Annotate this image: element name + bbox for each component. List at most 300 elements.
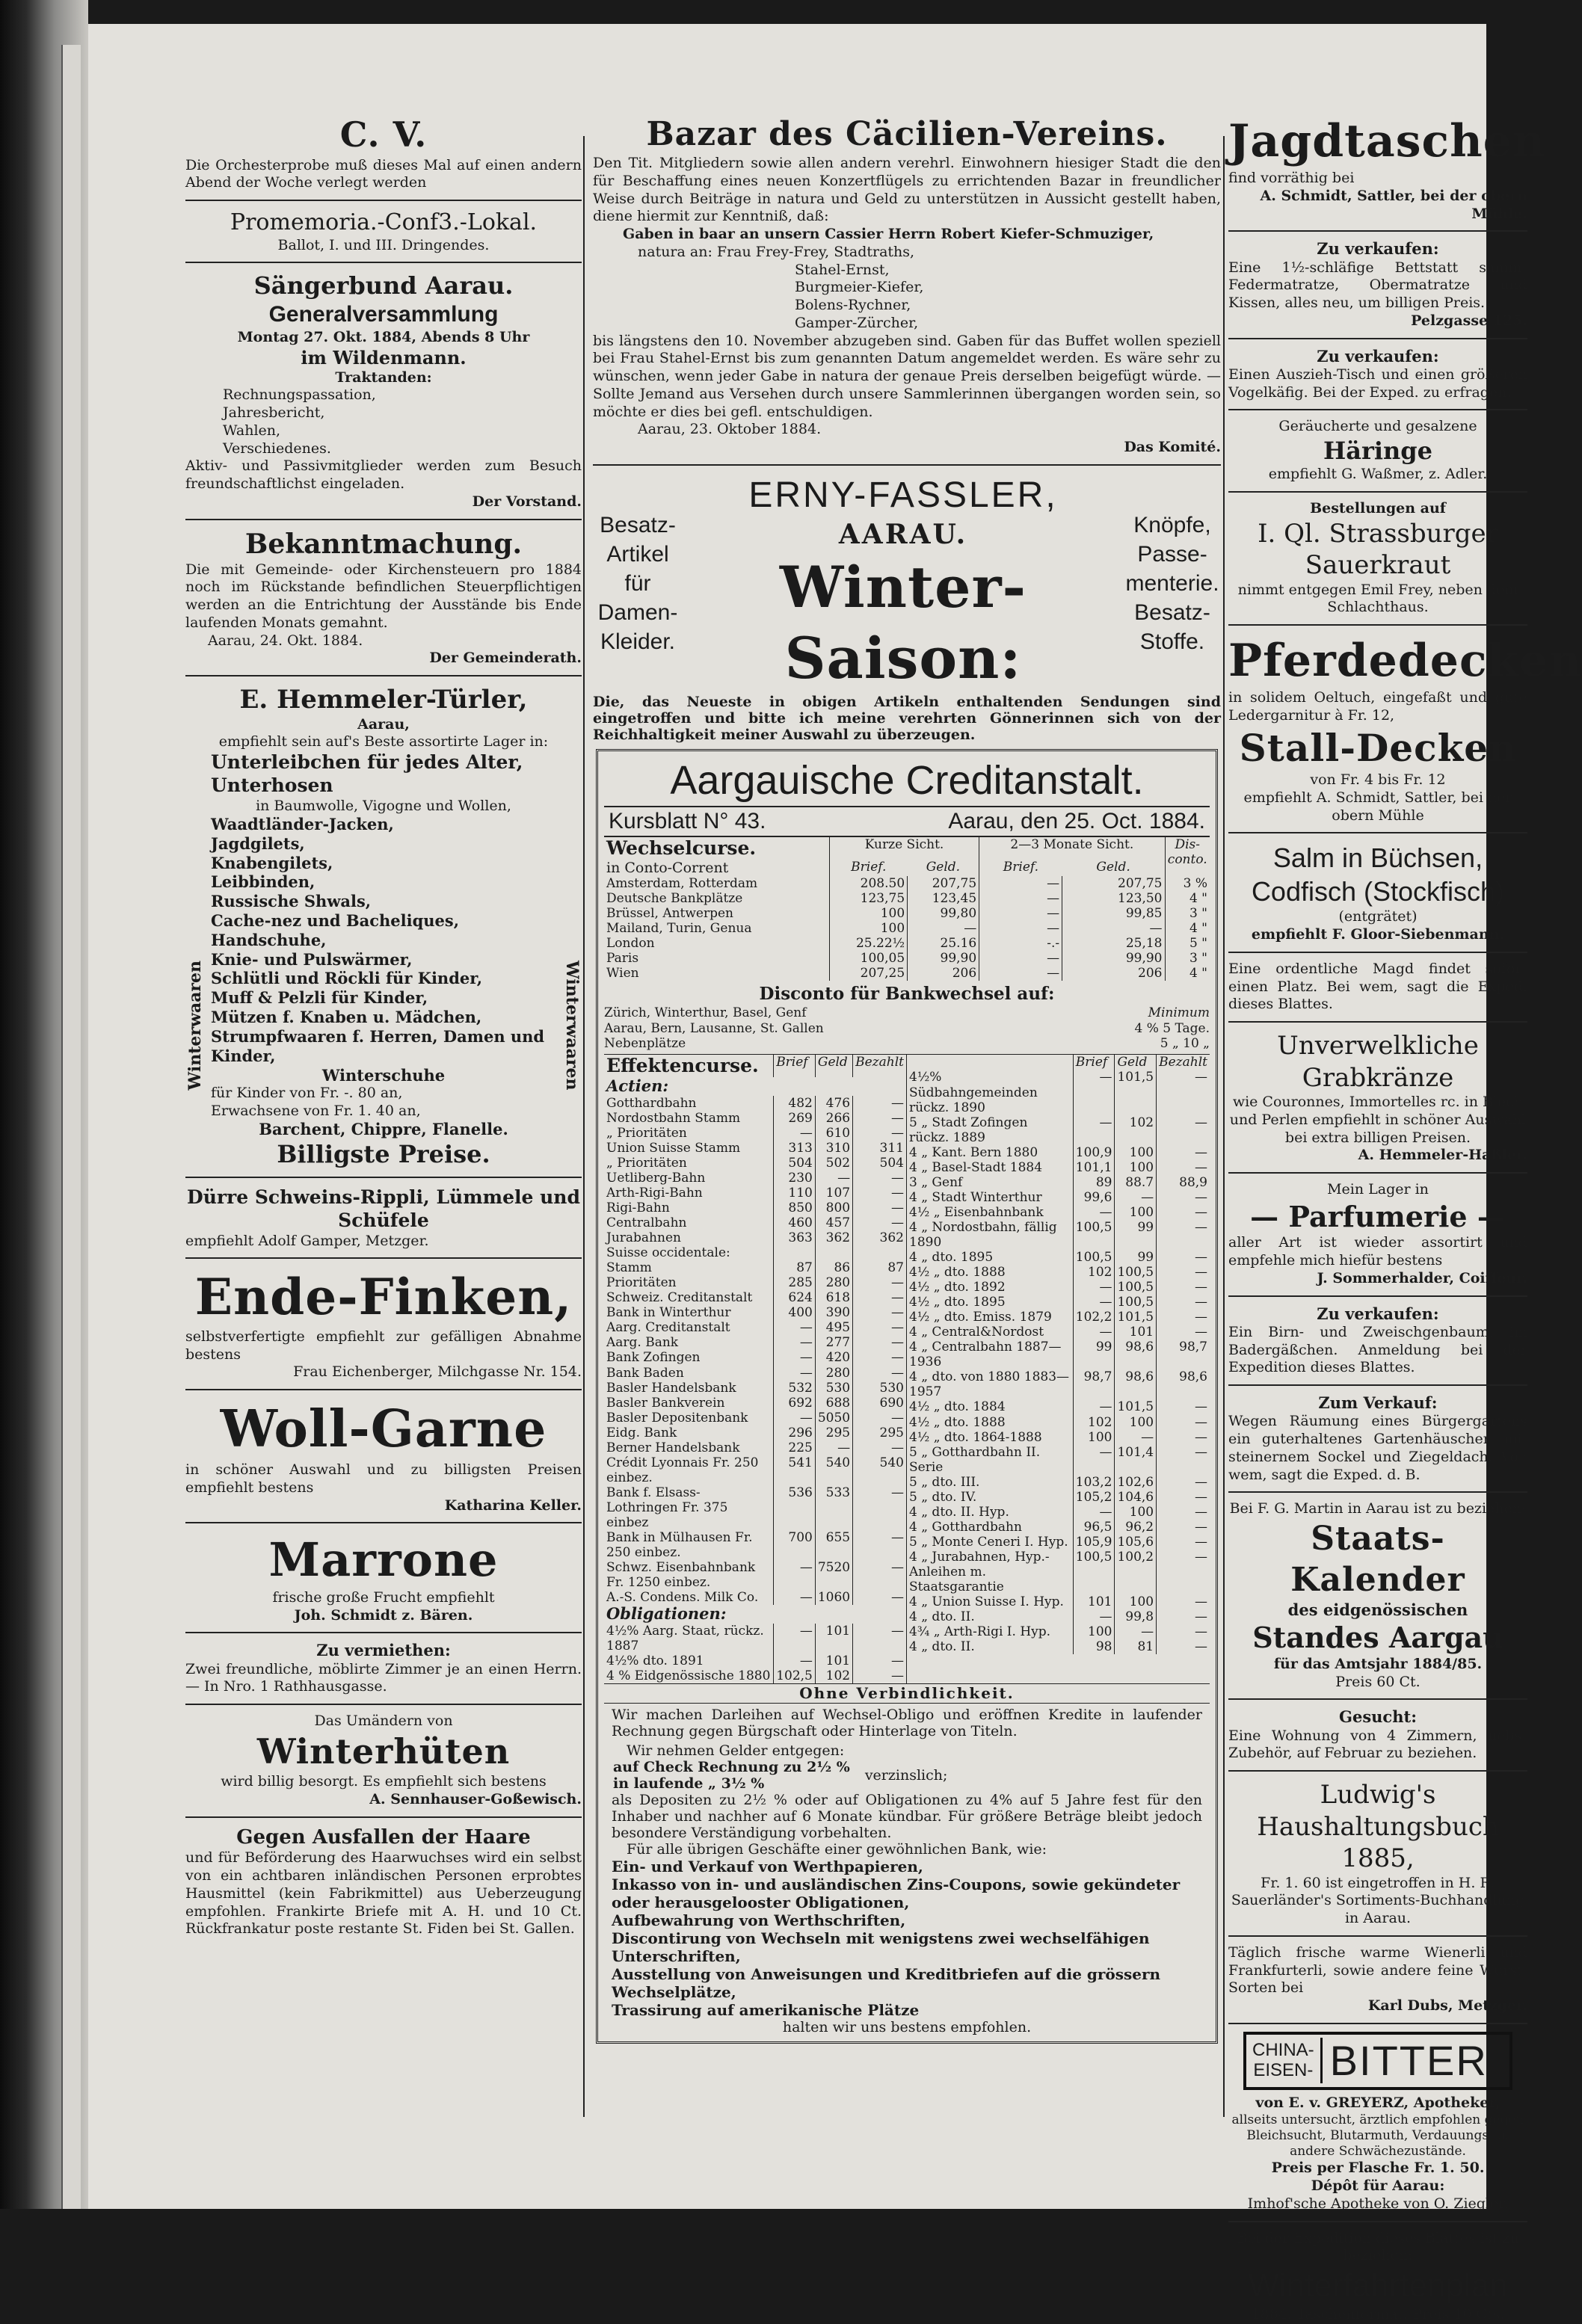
effekt-right-row	[907, 1295, 1210, 1310]
saengerbund-notice	[185, 271, 582, 511]
effekt-row-value: 280	[815, 1275, 852, 1290]
hem-item: Schlütli und Röckli für Kinder,	[211, 969, 483, 988]
kursblatt: Kursblatt N° 43.	[609, 809, 766, 834]
hem-item: Mützen f. Knaben u. Mädchen,	[211, 1008, 482, 1027]
effekt-row-value: 420	[815, 1350, 852, 1365]
china-line: EISEN-	[1253, 2059, 1314, 2080]
effekt-right-row-label: 4 „ Union Suisse I. Hyp.	[909, 1594, 1064, 1610]
halten-text: halten wir uns bestens empfohlen.	[782, 2019, 1032, 2036]
effekt-row	[604, 1245, 906, 1260]
effekt-right-row	[907, 1280, 1210, 1295]
gaben-item: Bolens-Rychner,	[795, 297, 911, 313]
oblig-row	[604, 1653, 906, 1668]
effekt-row	[604, 1560, 906, 1590]
effekt-right-row-value: —	[1157, 1250, 1210, 1265]
effekt-right-row-value: 101	[1115, 1325, 1157, 1340]
effekt-right-row-value: —	[1073, 1609, 1115, 1624]
china-logo-box	[1243, 2032, 1512, 2090]
marrone-title: Marrone	[268, 1532, 499, 1588]
erny-right-line: Besatz-	[1134, 600, 1210, 625]
effekt-right-row-value: 100	[1073, 1430, 1115, 1445]
aktien-head: Actien:	[606, 1076, 669, 1095]
effekt-right-row-value: 101,5	[1115, 1310, 1157, 1325]
verk1-sign: Pelzgasse 125.	[1411, 312, 1527, 329]
effekt-right-row-label: 5 „ dto. III.	[909, 1474, 980, 1490]
effekt-row-label: Eidg. Bank	[606, 1425, 677, 1440]
effekt-right-row-value: 101,5	[1115, 1399, 1157, 1414]
ende-finken-ad	[185, 1266, 582, 1381]
hem-item: Knie- und Pulswärmer,	[211, 949, 413, 969]
effekt-row	[604, 1126, 906, 1141]
effekt-row-value: 362	[853, 1230, 906, 1245]
effekt-row-value: —	[853, 1485, 906, 1530]
erny-ad	[593, 473, 1221, 694]
effekt-right-row	[907, 1430, 1210, 1445]
effekt-right-row-label: 4½ „ dto. 1888	[909, 1265, 1006, 1280]
effekt-right-row-value: —	[1157, 1115, 1210, 1145]
effekt-row-label: Aarg. Creditanstalt	[606, 1320, 730, 1336]
effekt-row-label: A.-S. Condens. Milk Co.	[606, 1590, 759, 1606]
effekt-row-value: 390	[815, 1305, 852, 1320]
effekt-row-label: Uetliberg-Bahn	[606, 1170, 706, 1186]
effekt-right-row-value: —	[1115, 1430, 1157, 1445]
effekt-row-value: —	[774, 1411, 816, 1425]
erny-left-line: Kleider.	[600, 629, 676, 654]
gv-item: Wahlen,	[223, 422, 281, 439]
hem-sub: empfiehlt sein auf's Beste assortirte Lager in:	[218, 733, 549, 750]
wechsel-row-value: —	[979, 891, 1062, 906]
effekt-row	[604, 1200, 906, 1215]
effekt-row-value: 7520	[815, 1560, 852, 1590]
effekt-row-value	[815, 1245, 852, 1260]
effekt-right-row-label: 5 „ dto. IV.	[909, 1489, 977, 1505]
effekt-row-value: —	[774, 1366, 816, 1381]
erny-right-line: Stoffe.	[1139, 629, 1205, 654]
effekt-row-value: 296	[774, 1425, 816, 1440]
effekt-row-value: 400	[774, 1305, 816, 1320]
effekt-right-row-value: 100,5	[1115, 1295, 1157, 1310]
credit-title: Aargauische Creditanstalt.	[670, 757, 1144, 803]
hem-side-left: Winterwaaren	[185, 961, 205, 1091]
sauerkraut-ad	[1228, 500, 1527, 617]
effekt-row-value: —	[774, 1335, 816, 1350]
martin-text: Bei F. G. Martin in Aarau ist zu beziehen:	[1229, 1500, 1527, 1517]
gv-text: Aktiv- und Passivmitglieder werden zum Besuch freundschaftlichst eingeladen.	[185, 457, 582, 492]
effekt-row	[604, 1275, 906, 1290]
hem-item: Erwachsene von Fr. 1. 40 an,	[211, 1102, 421, 1119]
wechsel-row-value: —	[979, 906, 1062, 921]
winterfahr-sub: 1884. Taschenformat. Preis 10 Cts.	[1251, 2306, 1505, 2323]
wechsel-row-label: Mailand, Turin, Genua	[606, 921, 752, 937]
effekt-row-label: Schwz. Eisenbahnbank Fr. 1250 einbez.	[606, 1560, 756, 1591]
eff-bez-head: Bezahlt	[853, 1055, 906, 1077]
effekt-right-row-label: 3 „ Genf	[909, 1174, 963, 1190]
effekt-row-value: 504	[774, 1156, 816, 1171]
stall-sign: empfiehlt A. Schmidt, Sattler, bei der obern Mühle	[1243, 789, 1512, 824]
haeringe-ad	[1228, 418, 1527, 484]
effekt-right-row-value: —	[1115, 1624, 1157, 1639]
effekt-right-row-value: —	[1157, 1445, 1210, 1475]
oblig-row-value: 102	[815, 1668, 852, 1683]
erny-left-line: Damen-	[597, 600, 678, 625]
wienerli-ad	[1228, 1944, 1527, 2015]
effekt-right-row	[907, 1340, 1210, 1369]
effekten-left	[604, 1055, 907, 1683]
effekt-row-value: —	[774, 1126, 816, 1141]
hem-item: Knabengilets,	[211, 853, 333, 872]
effekt-right-row-value: —	[1157, 1520, 1210, 1535]
brief-head: Brief.	[829, 860, 907, 876]
wechsel-row-value: 123,75	[829, 891, 907, 906]
effekt-right-row	[907, 1475, 1210, 1490]
promemoria	[185, 209, 582, 254]
effekt-right-row-value: —	[1157, 1475, 1210, 1490]
effekt-right-row-value: —	[1157, 1430, 1210, 1445]
effekt-row	[604, 1230, 906, 1245]
services-list	[604, 1858, 1210, 2019]
gaben-list	[593, 262, 1221, 333]
effekt-right-row	[907, 1415, 1210, 1430]
effekt-row-value: —	[853, 1320, 906, 1335]
kurze-head: Kurze Sicht.	[829, 837, 979, 860]
gv-place: im Wildenmann.	[301, 346, 467, 369]
parf-sign: J. Sommerhalder, Coiffeur.	[1317, 1269, 1527, 1286]
hem-item: Strumpfwaaren f. Herren, Damen und Kinder,	[211, 1026, 545, 1065]
oblig-row-value: 101	[815, 1653, 852, 1668]
depot-title: Dépôt für Aarau:	[1311, 2177, 1445, 2194]
effekt-row-label: Schweiz. Creditanstalt	[606, 1290, 753, 1306]
sauer-pre: Bestellungen auf	[1310, 499, 1446, 517]
wechsel-row-value: —	[979, 966, 1062, 981]
oblig-row-value: —	[853, 1668, 906, 1683]
codfisch-title: Codfisch (Stockfisch)	[1251, 876, 1505, 907]
effekt-row-value: 540	[815, 1455, 852, 1485]
effekt-row	[604, 1111, 906, 1126]
effekt-right-row	[907, 1145, 1210, 1160]
effekt-row-value: —	[853, 1275, 906, 1290]
sauer-sign: nimmt entgegen Emil Frey, neben dem Schlachthaus.	[1237, 581, 1518, 616]
effekt-right-row-value: 105,9	[1073, 1535, 1115, 1550]
wh-text: wird billig besorgt. Es empfiehlt sich bestens	[221, 1773, 547, 1790]
ende-text: selbstverfertigte empfiehlt zur gefälligen Abnahme bestens	[185, 1328, 582, 1363]
service-item: Aufbewahrung von Werthschriften,	[612, 1911, 906, 1930]
effekt-right-row-label: 4 „ Gotthardbahn	[909, 1519, 1022, 1535]
effekt-row	[604, 1366, 906, 1381]
staats-title: Staats-Kalender	[1290, 1520, 1465, 1599]
effekt-right-row-value: —	[1157, 1265, 1210, 1280]
lager-text: Mein Lager in	[1327, 1181, 1429, 1198]
column-left	[185, 114, 582, 2207]
effekt-right-row-value: 105,6	[1115, 1535, 1157, 1550]
wechsel-row-label: Brüssel, Antwerpen	[606, 906, 734, 922]
geld-head-2: Geld.	[1096, 859, 1130, 875]
hemmeler-ad	[185, 684, 582, 1169]
effekten-head: Effektencurse.	[606, 1055, 759, 1077]
effekt-row-value: 624	[774, 1290, 816, 1305]
grab-title: Unverwelkliche Grabkränze	[1277, 1031, 1479, 1093]
oblig-row-label: 4½% Aarg. Staat, rückz. 1887	[606, 1624, 764, 1654]
effekt-right-row-value: 100	[1073, 1624, 1115, 1639]
eff-bez-head-2: Bezahlt	[1157, 1055, 1210, 1070]
effekt-row-label: Centralbahn	[606, 1215, 687, 1231]
effekt-row	[604, 1320, 906, 1335]
effekt-row-value: —	[853, 1305, 906, 1320]
pferde-title: Pferdedecken	[1228, 635, 1582, 687]
gesucht-ad	[1228, 1707, 1527, 1763]
erny-right-line: Knöpfe,	[1133, 512, 1211, 537]
effekt-row-value: —	[853, 1366, 906, 1381]
bazar-text: Den Tit. Mitgliedern sowie allen andern verehrl. Einwohnern hiesiger Stadt die den für Beschaffung eines neuen Konzertflügels zu errichtenden Bazar in freundlicher Weise durch Beiträge in natura und Geld zu unterstützen in Aussicht gestellt haben, diene hiermit zur Kenntniß, daß:	[593, 155, 1221, 225]
umaend-text: Das Umändern von	[314, 1713, 453, 1729]
bazar-title: Bazar des Cäcilien-Vereins.	[646, 115, 1168, 153]
effekt-row	[604, 1455, 906, 1485]
ballot-text: Ballot, I. und III. Dringendes.	[277, 236, 490, 253]
gv-item: Rechnungspassation,	[223, 386, 376, 404]
bek-date: Aarau, 24. Okt. 1884.	[208, 632, 363, 649]
cv-title: C. V.	[339, 114, 428, 155]
service-item: Discontirung von Wechseln mit wenigstens zwei wechselfähigen Unterschriften,	[612, 1929, 1150, 1966]
service-item: Inkasso von in- und ausländischen Zins-Coupons, sowie gekündeter oder herausgelooster Obligationen,	[612, 1875, 1181, 1912]
effekt-row-value: —	[853, 1530, 906, 1560]
effekt-right-row-value: —	[1157, 1594, 1210, 1609]
hem-title: E. Hemmeler-Türler,	[239, 685, 528, 715]
effekt-right-row-value: 101	[1073, 1594, 1115, 1609]
effekt-row	[604, 1350, 906, 1365]
hem-price: Billigste Preise.	[277, 1140, 490, 1168]
effekt-row-value: 800	[815, 1200, 852, 1215]
gv-item: Verschiedenes.	[223, 440, 331, 457]
stall-title: Stall-Decken	[1239, 725, 1517, 770]
effekt-row-label: Bank in Winterthur	[606, 1305, 731, 1321]
effekt-row-value: 495	[815, 1320, 852, 1335]
effekt-row-value: 107	[815, 1186, 852, 1200]
newspaper-page	[88, 24, 1582, 2323]
effekt-right-row	[907, 1205, 1210, 1220]
effekt-right-row-value: —	[1073, 1295, 1115, 1310]
effekt-right-row-value: —	[1073, 1325, 1115, 1340]
effekt-row-value: 541	[774, 1455, 816, 1485]
verk3-title: Zu verkaufen:	[1317, 1304, 1439, 1323]
effekt-right-row-value: 101,4	[1115, 1445, 1157, 1475]
duerr-sign: empfiehlt Adolf Gamper, Metzger.	[185, 1232, 429, 1249]
effekt-row-value: —	[853, 1111, 906, 1126]
effekt-row-label: Stamm	[606, 1260, 652, 1276]
effekt-right-row-value: —	[1157, 1205, 1210, 1220]
winterhueten-ad	[185, 1713, 582, 1809]
hem-item: für Kinder von Fr. -. 80 an,	[211, 1085, 403, 1102]
effekt-row-value: 277	[815, 1335, 852, 1350]
effekt-row-value: 460	[774, 1215, 816, 1230]
brief-head-2: Brief.	[979, 860, 1062, 876]
effekt-right-row-value: 101,5	[1115, 1070, 1157, 1115]
effekt-row-value: —	[774, 1350, 816, 1365]
pferde-text: in solidem Oeltuch, eingefaßt und gute Ledergarnitur à Fr. 12,	[1228, 689, 1527, 724]
grab-sign: A. Hemmeler-Haßler.	[1358, 1147, 1527, 1164]
effekt-row-value: 230	[774, 1171, 816, 1186]
effekt-right-row-label: 4 „ Stadt Winterthur	[909, 1189, 1042, 1205]
effekt-row-value: —	[853, 1350, 906, 1365]
effekt-row-value: 225	[774, 1440, 816, 1455]
china-text: allseits untersucht, ärztlich empfohlen gegen Bleichsucht, Blutarmuth, Verdauungs- u. andere Schwächezustände.	[1231, 2112, 1524, 2159]
gaben-natura: natura an: Frau Frey-Frey, Stadtraths,	[638, 243, 915, 260]
effekt-right-row-value: —	[1115, 1190, 1157, 1205]
effekt-right-row-value: 100,5	[1115, 1280, 1157, 1295]
effekt-right-row-value: 100	[1115, 1505, 1157, 1520]
effekt-row	[604, 1396, 906, 1411]
gesucht-text: Eine Wohnung von 4 Zimmern, nebst Zubehör, auf Februar zu beziehen.	[1228, 1727, 1527, 1762]
effekt-right-row	[907, 1594, 1210, 1609]
haare-text: und für Beförderung des Haarwuchses wird ein selbst von ein achtbaren inländischen Personen erprobtes Hausmittel (kein Fabrikmittel) aus Ueberzeugung empfohlen. Frankirte Briefe mit A. H. und 10 Ct. Rückfrankatur poste restante St. Fiden bei St. Gallen.	[185, 1849, 582, 1938]
verk2-title: Zu verkaufen:	[1317, 346, 1439, 366]
effekt-right-row-value: —	[1157, 1609, 1210, 1624]
verk3-text: Ein Birn- und Zweischgenbaum, im Badergäßchen. Anmeldung bei der Expedition dieses Blattes.	[1228, 1323, 1527, 1376]
laufende-line: in laufende „ 3½ %	[613, 1775, 765, 1793]
hem-side-right: Winterwaaren	[562, 961, 582, 1091]
effekt-right-row-value: —	[1073, 1205, 1115, 1220]
verk2-text: Einen Auszieh-Tisch und einen größeren Vogelkäfig. Bei der Exped. zu erfragen.	[1228, 366, 1527, 401]
depositen-text: als Depositen zu 2½ % oder auf Obligationen zu 4% auf 5 Jahre fest für den Inhaber und nachher auf 6 Monate kündbar. Für größere Beträge bleibt jedoch besondere Verständigung vorbehalten.	[612, 1792, 1202, 1842]
verm-text: Zwei freundliche, möblirte Zimmer je an einen Herrn. — In Nro. 1 Rathhausgasse.	[185, 1660, 582, 1695]
effekt-right-row-value: 88.7	[1115, 1175, 1157, 1190]
effekt-right-row-value: —	[1157, 1399, 1210, 1414]
effekt-right-row-label: 4½ „ dto. 1895	[909, 1295, 1006, 1310]
gv-sign: Der Vorstand.	[472, 493, 582, 510]
hem-item: Waadtländer-Jacken,	[211, 814, 394, 833]
wechsel-row-value: 207,75	[1062, 876, 1165, 891]
china-by: von E. v. GREYERZ, Apotheker,	[1255, 2094, 1501, 2111]
wechsel-row	[604, 951, 1210, 966]
duerr-title: Dürre Schweins-Rippli, Lümmele und Schüfele	[187, 1186, 580, 1232]
hem-item: Russische Shwals,	[211, 892, 372, 911]
hem-item: Handschuhe,	[211, 930, 327, 949]
wechsel-row-value: 25.22½	[829, 936, 907, 951]
effekt-right-row	[907, 1624, 1210, 1639]
chinabitter-ad	[1228, 2032, 1527, 2213]
wechsel-row-value: 3 "	[1165, 906, 1210, 921]
erny-place: AARAU.	[838, 518, 968, 550]
wechsel-row-value: 207,75	[908, 876, 979, 891]
effekt-right-row-label: 4½ „ dto. 1864-1888	[909, 1429, 1042, 1445]
stall-text: von Fr. 4 bis Fr. 12	[1310, 771, 1446, 788]
effekt-right-row-value: —	[1157, 1160, 1210, 1175]
effekt-right-row	[907, 1369, 1210, 1399]
bek-title: Bekanntmachung.	[244, 528, 523, 560]
effekt-row	[604, 1290, 906, 1305]
effekten-block	[604, 1055, 1210, 1683]
wechsel-rows	[604, 876, 1210, 981]
effekt-right-row-label: 4 „ dto. II. Hyp.	[909, 1504, 1009, 1520]
effekt-row-value: 285	[774, 1275, 816, 1290]
effekt-right-row-value: —	[1073, 1070, 1115, 1115]
effekt-row-label: Jurabahnen	[606, 1230, 681, 1246]
gv-traktanden: Traktanden:	[335, 369, 432, 386]
promemoria-title: Promemoria.-Conf3.-Lokal.	[230, 209, 538, 235]
eff-brief-head-2: Brief	[1073, 1055, 1115, 1070]
woll-title: Woll-Garne	[220, 1399, 547, 1459]
effekt-right-row-value: —	[1157, 1535, 1210, 1550]
effekt-right-row-label: 4 „ Nordostbahn, fällig 1890	[909, 1219, 1057, 1250]
effekt-row-value: —	[853, 1335, 906, 1350]
effekt-row-value: 690	[853, 1396, 906, 1411]
china-line: CHINA-	[1252, 2040, 1314, 2061]
wechsel-row-value: —	[979, 876, 1062, 891]
effekt-right-row-label: 4 „ dto. 1895	[909, 1250, 994, 1266]
effekt-row	[604, 1590, 906, 1605]
disc-places	[604, 1005, 1075, 1051]
wechsel-row-value: —	[979, 951, 1062, 966]
wollgarne-ad	[185, 1398, 582, 1514]
oblig-row	[604, 1668, 906, 1683]
effekt-right-row-value: 102	[1073, 1415, 1115, 1430]
salm-ad	[1228, 841, 1527, 944]
service-item: Ein- und Verkauf von Werthpapieren,	[612, 1858, 923, 1876]
effekt-right-row-value: 98,6	[1115, 1369, 1157, 1399]
uebrige-text: Für alle übrigen Geschäfte einer gewöhnlichen Bank, wie:	[627, 1841, 1047, 1858]
hem-item: Unterleibchen für jedes Alter,	[211, 751, 523, 773]
effekt-row-value: 540	[853, 1455, 906, 1485]
oblig-row-value: —	[853, 1624, 906, 1653]
verkaufen-3	[1228, 1304, 1527, 1378]
wechsel-row-value: —	[979, 921, 1062, 936]
bazar-notice	[593, 114, 1221, 457]
effekt-right-row-value: —	[1073, 1115, 1115, 1145]
effekt-row-value: 266	[815, 1111, 852, 1126]
winterfahrtenplan-ad	[1228, 2230, 1527, 2324]
effekt-row-value	[774, 1245, 816, 1260]
effekt-row-value: 86	[815, 1260, 852, 1275]
disc-val: 5 „ 10 „	[1160, 1036, 1210, 1052]
effekt-right-row-value: 100,5	[1073, 1220, 1115, 1250]
effekt-row-value: 310	[815, 1141, 852, 1156]
effekt-right-row	[907, 1445, 1210, 1475]
ludwig-title: Ludwig's Haushaltungsbuch 1885,	[1257, 1780, 1499, 1873]
effekt-row-label: Crédit Lyonnais Fr. 250 einbez.	[606, 1455, 759, 1485]
column-middle	[593, 114, 1221, 2207]
entgr: (entgrätet)	[1338, 908, 1418, 925]
effekt-right-row-value: 98,6	[1115, 1340, 1157, 1369]
effekt-row-value: 536	[774, 1485, 816, 1530]
effekt-right-row-label: 4 „ Basel-Stadt 1884	[909, 1159, 1043, 1175]
effekt-right-row	[907, 1399, 1210, 1414]
check-line: auf Check Rechnung zu 2½ %	[613, 1759, 850, 1776]
wechsel-row-label: Amsterdam, Rotterdam	[606, 876, 758, 892]
service-item: Trassirung auf amerikanische Plätze	[612, 2001, 920, 2020]
effekt-right-row-value: —	[1157, 1639, 1210, 1654]
effekt-right-row-value: —	[1157, 1415, 1210, 1430]
effekt-right-row	[907, 1609, 1210, 1624]
erny-text: Die, das Neueste in obigen Artikeln enthaltenden Sendungen sind eingetroffen und bitte ich meine verehrten Gönnerinnen sich von der Reichhaltigkeit meiner Auswahl zu überzeugen.	[593, 693, 1221, 743]
effekt-right-row-value: —	[1157, 1070, 1210, 1115]
effekt-row-label: Prioritäten	[606, 1275, 677, 1291]
effekt-right-row-value: —	[1157, 1550, 1210, 1594]
effekt-right-row-value: 100,2	[1115, 1550, 1157, 1594]
effekt-row-value: 502	[815, 1156, 852, 1171]
effekt-row-value: 692	[774, 1396, 816, 1411]
effekt-row-label: Gotthardbahn	[606, 1095, 697, 1111]
gv-item: Jahresbericht,	[223, 404, 325, 421]
effekt-right-row-value: 100	[1115, 1594, 1157, 1609]
effekt-row-label: Basler Depositenbank	[606, 1410, 748, 1425]
effekt-row-value: —	[853, 1186, 906, 1200]
effekt-right-row-value: —	[1073, 1399, 1115, 1414]
hem-item: Cache-nez und Bacheliques,	[211, 911, 460, 930]
effekt-row	[604, 1305, 906, 1320]
erny-right	[1124, 511, 1221, 656]
erny-left	[593, 511, 683, 656]
wiener-text: Täglich frische warme Wienerli und Frankfurterli, sowie andere feine Wurst-Sorten bei	[1228, 1944, 1527, 1997]
jagd-sign: A. Schmidt, Sattler, bei der obern Mühle.	[1260, 187, 1527, 222]
vermiethen-ad	[185, 1641, 582, 1696]
